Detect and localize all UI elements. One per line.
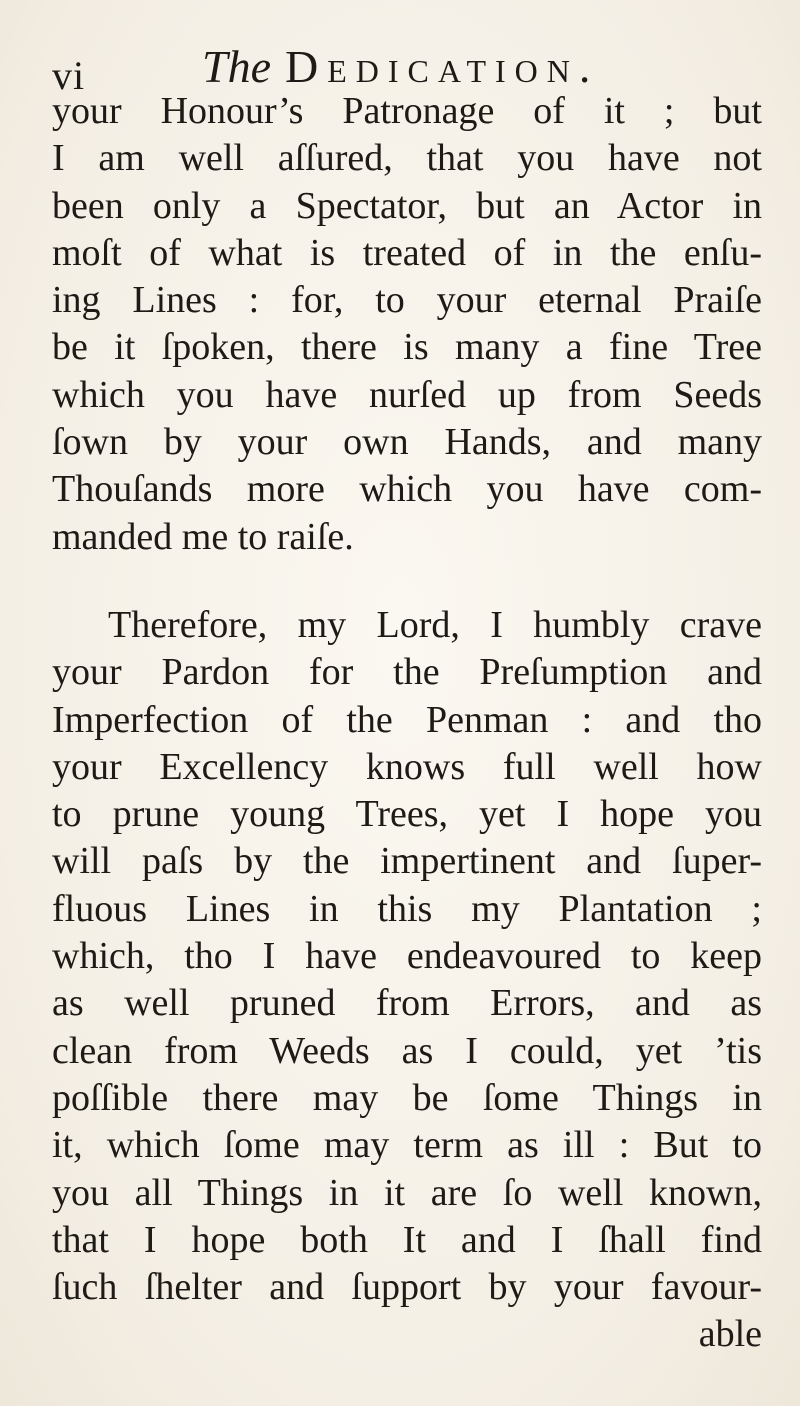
text-line: you all Things in it are ſo well known, [52,1171,762,1214]
catchword: able [698,1313,762,1356]
text-line: poſſible there may be ſome Things in [52,1076,762,1119]
text-line: ſown by your own Hands, and many [52,421,762,464]
text-line: Thouſands more which you have com- [52,468,762,511]
text-line: manded me to raiſe. [52,515,354,558]
text-line: moſt of what is treated of in the enſu- [52,231,762,274]
text-line: which, tho I have endeavoured to keep [52,935,762,978]
body-text [52,88,762,1359]
paragraph-gap [52,561,762,602]
running-head-title: Dedication. [285,41,600,92]
text-line: to prune young Trees, yet I hope you [52,793,762,836]
page-number: vi [52,53,86,98]
text-line: your Honour’s Patronage of it ; but [52,90,762,132]
text-line: ing Lines : for, to your eternal Praiſe [52,279,762,322]
text-line: Imperfection of the Penman : and tho [52,698,762,741]
text-line: ſuch ſhelter and ſupport by your favour- [52,1266,762,1309]
text-line: be it ſpoken, there is many a fine Tree [52,326,762,369]
paragraph-1 [52,88,762,561]
text-line: clean from Weeds as I could, yet ’tis [52,1029,762,1072]
text-line: Therefore, my Lord, I humbly crave [108,603,762,646]
text-line: your Pardon for the Preſumption and [52,651,762,694]
text-line: fluous Lines in this my Plantation ; [52,887,762,930]
running-head-the: The [202,41,271,92]
running-head [202,40,599,93]
text-line: will paſs by the impertinent and ſuper- [52,840,762,883]
text-line: which you have nurſed up from Seeds [52,373,762,416]
text-line: that I hope both It and I ſhall find [52,1218,762,1261]
text-line: it, which ſome may term as ill : But to [52,1124,762,1167]
text-line: as well pruned from Errors, and as [52,982,762,1025]
text-line: I am well aſſured, that you have not [52,137,762,180]
text-line: been only a Spectator, but an Actor in [52,184,762,227]
paragraph-2 [52,602,762,1359]
text-line: your Excellency knows full well how [52,745,762,788]
